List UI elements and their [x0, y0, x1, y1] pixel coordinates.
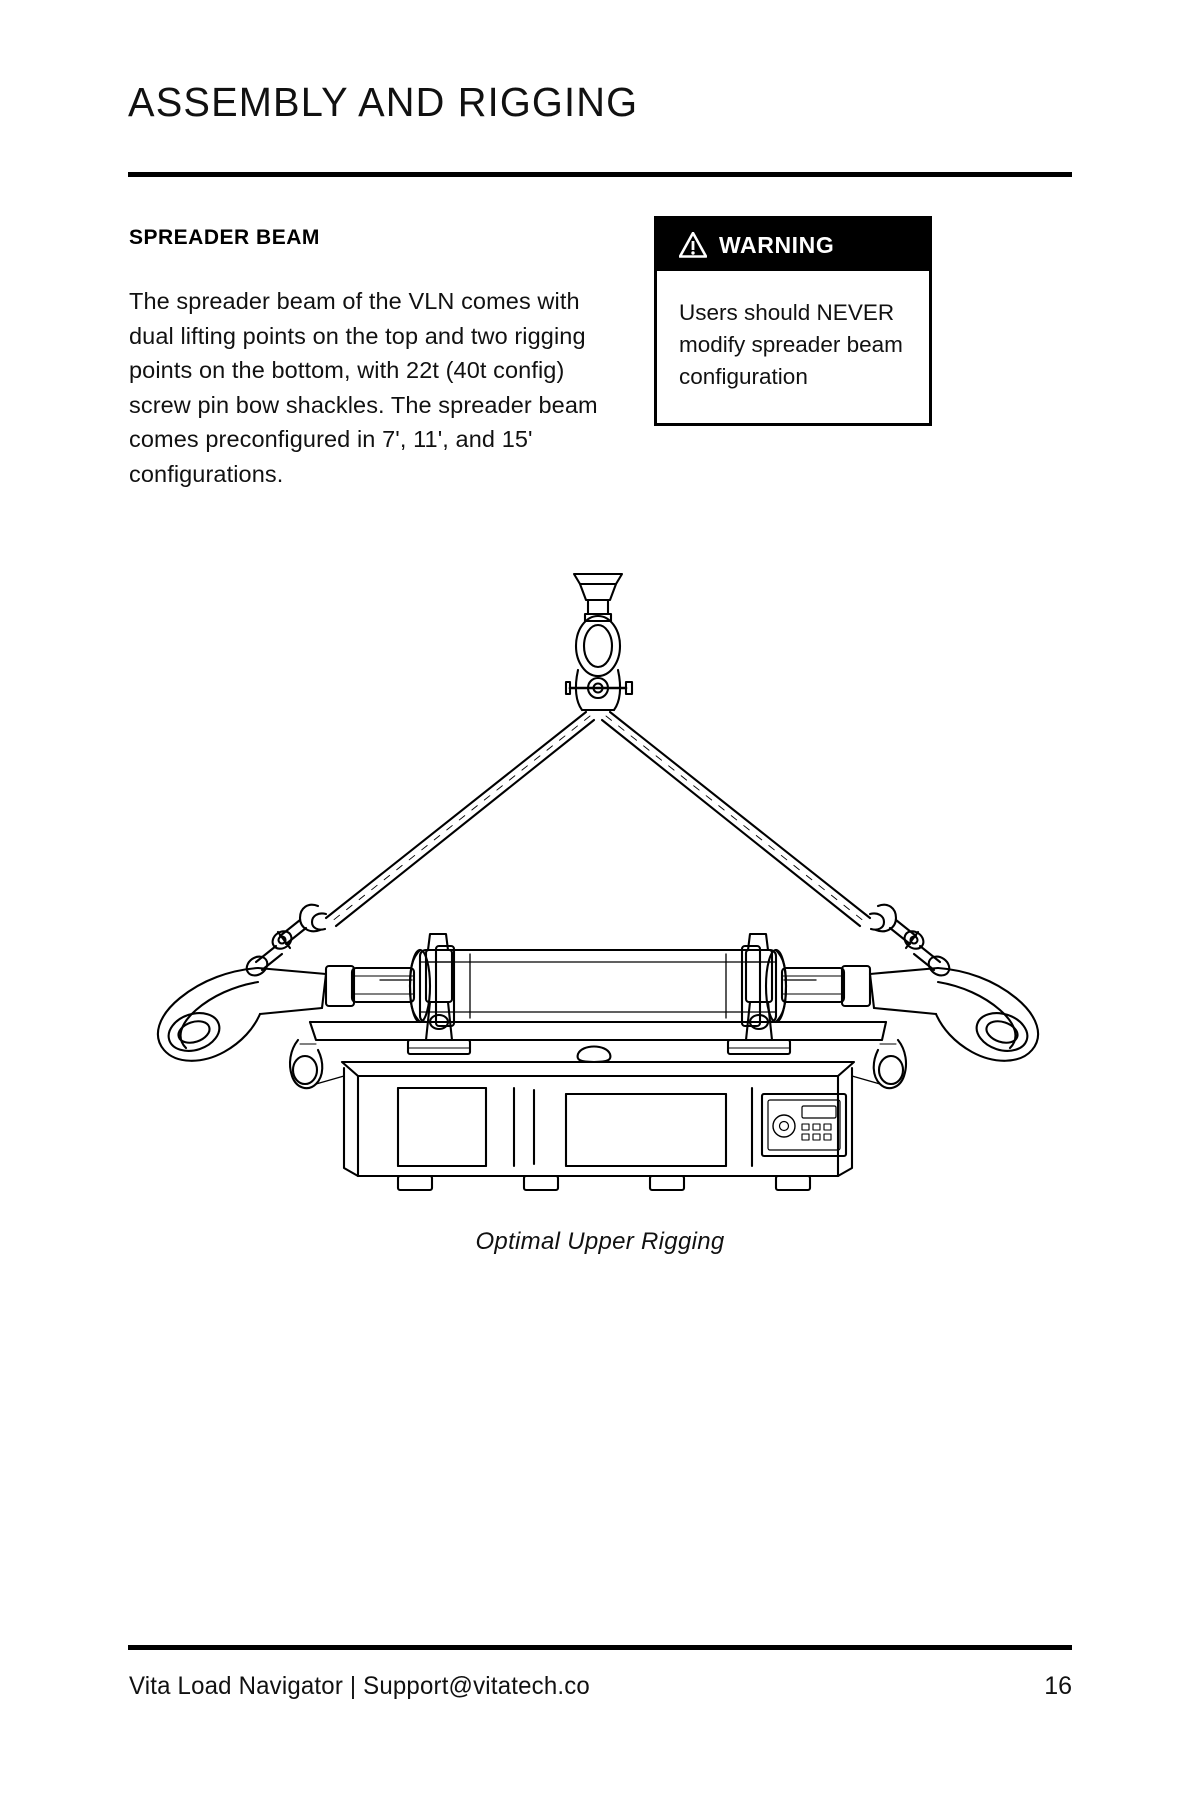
footer-text: Vita Load Navigator | Support@vitatech.co	[129, 1672, 590, 1700]
top-hump	[578, 1047, 611, 1063]
beam-support-rail	[310, 1022, 886, 1040]
header-divider	[128, 172, 1072, 177]
warning-body-text: Users should NEVER modify spreader beam configuration	[679, 300, 903, 389]
section-body-text: The spreader beam of the VLN comes with dual lifting points on the top and two rigging points on the bottom, with 22t (40t config) screw pin bow shackles. The spreader beam comes preconfigured in 7', 11', and 15' configurations.	[129, 288, 598, 487]
control-panel	[762, 1094, 846, 1156]
right-end-arm	[870, 968, 1038, 1061]
figure-container	[130, 570, 1070, 1200]
connector-rods	[316, 1076, 880, 1084]
section-heading: SPREADER BEAM	[129, 226, 320, 249]
warning-label: WARNING	[719, 231, 835, 258]
unit-feet	[398, 1176, 810, 1190]
warning-triangle-icon	[679, 232, 707, 258]
beam-extension-right	[782, 966, 870, 1006]
lower-shackle-left	[290, 1040, 322, 1088]
page-header	[128, 80, 1072, 125]
warning-callout	[654, 216, 932, 426]
left-end-arm	[158, 968, 326, 1061]
lower-shackle-right	[874, 1040, 906, 1088]
master-link-ring	[576, 616, 620, 676]
beam-extension-left	[326, 966, 414, 1006]
crane-attachment-fitting	[574, 574, 622, 621]
beam-detail-brackets	[380, 954, 816, 1018]
content-left-column	[129, 225, 607, 491]
page-title: ASSEMBLY AND RIGGING	[128, 79, 639, 125]
figure-caption: Optimal Upper Rigging	[475, 1228, 725, 1255]
sling-leg-left	[326, 712, 594, 926]
spreader-beam-tube	[410, 946, 786, 1026]
spreader-beam-upper-rigging-diagram	[130, 570, 1070, 1200]
sling-leg-right	[602, 712, 870, 926]
page-number: 16	[1044, 1672, 1072, 1700]
warning-header-bar	[657, 219, 929, 271]
footer-divider	[128, 1645, 1072, 1650]
